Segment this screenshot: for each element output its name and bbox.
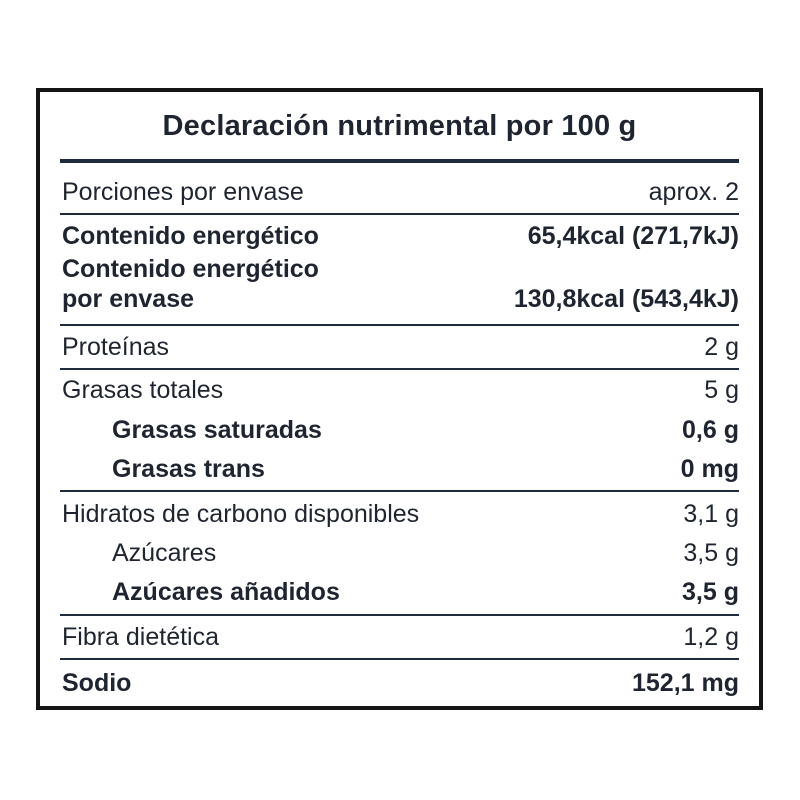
trans-fat-row: [60, 454, 739, 484]
energy-per-package-row: [60, 254, 739, 316]
protein-row: [60, 332, 739, 362]
total-fat-label: Grasas totales: [62, 376, 224, 404]
protein-label: Proteínas: [62, 333, 170, 361]
trans-fat-value: 0 mg: [680, 455, 739, 483]
sugars-label: Azúcares: [112, 539, 217, 567]
sodium-label: Sodio: [62, 669, 132, 697]
divider: [60, 368, 739, 370]
saturated-fat-label: Grasas saturadas: [112, 416, 322, 444]
nutrition-facts-label: [36, 88, 763, 710]
fiber-label: Fibra dietética: [62, 623, 220, 651]
servings-row: [60, 177, 739, 207]
added-sugars-row: [60, 577, 739, 607]
trans-fat-label: Grasas trans: [112, 455, 265, 483]
saturated-fat-value: 0,6 g: [682, 416, 739, 444]
energy-per-package-label-line1: Contenido energético: [62, 255, 319, 283]
label-title: Declaración nutrimental por 100 g: [162, 110, 637, 142]
energy-per-package-value: 130,8kcal (543,4kJ): [513, 285, 739, 313]
divider: [60, 324, 739, 326]
servings-value: aprox. 2: [648, 178, 739, 206]
energy-value: 65,4kcal (271,7kJ): [527, 222, 739, 250]
carbohydrates-value: 3,1 g: [683, 500, 739, 528]
added-sugars-value: 3,5 g: [682, 578, 739, 606]
protein-value: 2 g: [704, 333, 739, 361]
title-divider: [60, 159, 739, 163]
energy-label: Contenido energético: [62, 222, 319, 250]
added-sugars-label: Azúcares añadidos: [112, 578, 340, 606]
divider: [60, 658, 739, 660]
energy-row: [60, 221, 739, 251]
carbohydrates-row: [60, 499, 739, 529]
energy-per-package-label-line2: por envase: [62, 285, 195, 313]
fiber-value: 1,2 g: [683, 623, 739, 651]
servings-label: Porciones por envase: [62, 178, 304, 206]
sodium-value: 152,1 mg: [631, 669, 739, 697]
divider: [60, 614, 739, 616]
total-fat-row: [60, 375, 739, 405]
sugars-row: [60, 538, 739, 568]
carbohydrates-label: Hidratos de carbono disponibles: [62, 500, 420, 528]
divider: [60, 213, 739, 215]
fiber-row: [60, 622, 739, 652]
sugars-value: 3,5 g: [683, 539, 739, 567]
saturated-fat-row: [60, 415, 739, 445]
sodium-row: [60, 668, 739, 698]
divider: [60, 490, 739, 492]
total-fat-value: 5 g: [704, 376, 739, 404]
